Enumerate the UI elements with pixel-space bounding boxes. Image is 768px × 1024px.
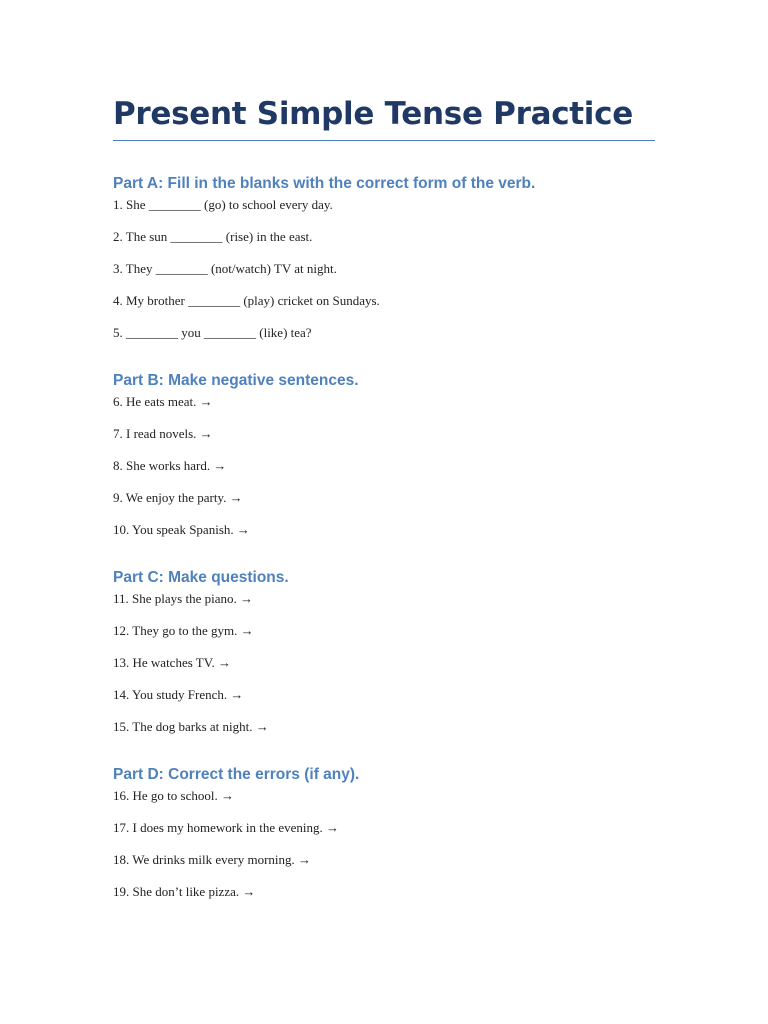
exercise-item: 5. ________ you ________ (like) tea? [113, 325, 312, 340]
document-page [113, 92, 655, 916]
exercise-item: 16. He go to school. → [113, 788, 234, 803]
section-heading: Part B: Make negative sentences. [113, 372, 359, 389]
exercise-item: 3. They ________ (not/watch) TV at night. [113, 261, 337, 276]
exercise-item: 15. The dog barks at night. → [113, 719, 269, 734]
section-heading: Part A: Fill in the blanks with the correct form of the verb. [113, 175, 536, 192]
exercise-item: 2. The sun ________ (rise) in the east. [113, 229, 313, 244]
exercise-item: 8. She works hard. → [113, 458, 227, 473]
exercise-item: 7. I read novels. → [113, 426, 213, 441]
exercise-item: 10. You speak Spanish. → [113, 522, 250, 537]
page-title: Present Simple Tense Practice [113, 92, 655, 141]
section-heading: Part D: Correct the errors (if any). [113, 766, 360, 783]
section-part-b [113, 370, 655, 554]
exercise-item: 6. He eats meat. → [113, 394, 213, 409]
exercise-item: 12. They go to the gym. → [113, 623, 254, 638]
exercise-item: 17. I does my homework in the evening. → [113, 820, 340, 835]
section-part-a [113, 173, 655, 357]
section-heading: Part C: Make questions. [113, 569, 289, 586]
exercise-item: 1. She ________ (go) to school every day. [113, 197, 333, 212]
exercise-item: 11. She plays the piano. → [113, 591, 253, 606]
exercise-item: 14. You study French. → [113, 687, 244, 702]
exercise-item: 9. We enjoy the party. → [113, 490, 243, 505]
exercise-item: 13. He watches TV. → [113, 655, 231, 670]
section-part-d [113, 764, 655, 916]
exercise-item: 4. My brother ________ (play) cricket on Sundays. [113, 293, 380, 308]
exercise-item: 18. We drinks milk every morning. → [113, 852, 312, 867]
section-part-c [113, 567, 655, 751]
exercise-item: 19. She don’t like pizza. → [113, 884, 256, 899]
